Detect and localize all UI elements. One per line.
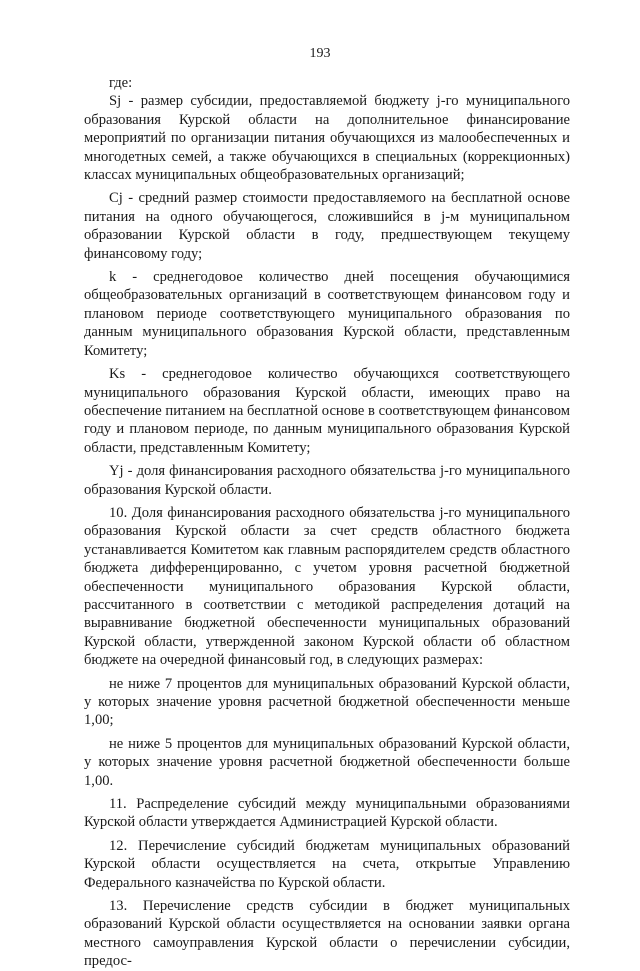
paragraph-definition-k: k - среднегодовое количество дней посещения обучающимися общеобразовательных организаций в соответствующем финансовом году и плановом периоде соответствующего муниципального образования по данным муниципального образования Курской области, представленным Комитету; [84,269,570,359]
paragraph-rate-7-percent: не ниже 7 процентов для муниципальных образований Курской области, у которых значение уровня расчетной бюджетной обеспеченности меньше 1,00; [84,675,570,729]
paragraph-section-10: 10. Доля финансирования расходного обязательства j-го муниципального образования Курской области за счет средств областного бюджета устанавливается Комитетом как главным распорядителем средств областного бюджета дифференцированно, с учетом уровня расчетной бюджетной обеспеченности муниципального образования Курской области, рассчитанного в соответствии с методикой распределения дотаций на выравнивание бюджетной обеспеченности муниципальных образований Курской области, утвержденной законом Курской области об областном бюджете на очередной финансовый год, в следующих размерах: [84,504,570,669]
paragraph-definition-sj: Sj - размер субсидии, предоставляемой бюджету j-го муниципального образования Курской области на дополнительное финансирование мероприятий по организации питания обучающихся из малообеспеченных и многодетных семей, а также обучающихся в специальных (коррекционных) классах муниципальных общеобразовательных организаций; [84,93,570,184]
paragraph-definition-cj: Cj - средний размер стоимости предоставляемого на бесплатной основе питания на одного обучающегося, сложившийся в j-м муниципальном образовании Курской области в году, предшествующем текущему финансовому году; [84,190,570,262]
document-body [84,74,570,971]
paragraph-rate-5-percent: не ниже 5 процентов для муниципальных образований Курской области, у которых значение уровня расчетной бюджетной обеспеченности больше 1,00. [84,735,570,789]
paragraph-where: где: [109,75,133,91]
paragraph-definition-yj: Yj - доля финансирования расходного обязательства j-го муниципального образования Курской области. [84,463,570,498]
paragraph-section-13: 13. Перечисление средств субсидии в бюджет муниципальных образований Курской области осуществляется на основании заявки органа местного самоуправления Курской области о перечислении субсидии, предос- [84,898,570,970]
paragraph-section-12: 12. Перечисление субсидий бюджетам муниципальных образований Курской области осуществляется на счета, открытые Управлению Федерального казначейства по Курской области. [84,837,570,891]
paragraph-section-11: 11. Распределение субсидий между муниципальными образованиями Курской области утверждается Администрацией Курской области. [84,796,570,831]
page-number: 193 [309,46,331,61]
paragraph-definition-ks: Ks - среднегодовое количество обучающихся соответствующего муниципального образования Курской области, имеющих право на обеспечение питанием на бесплатной основе в соответствующем финансовом году и плановом периоде, по данным муниципального образования Курской области, представленным Комитету; [84,366,570,456]
